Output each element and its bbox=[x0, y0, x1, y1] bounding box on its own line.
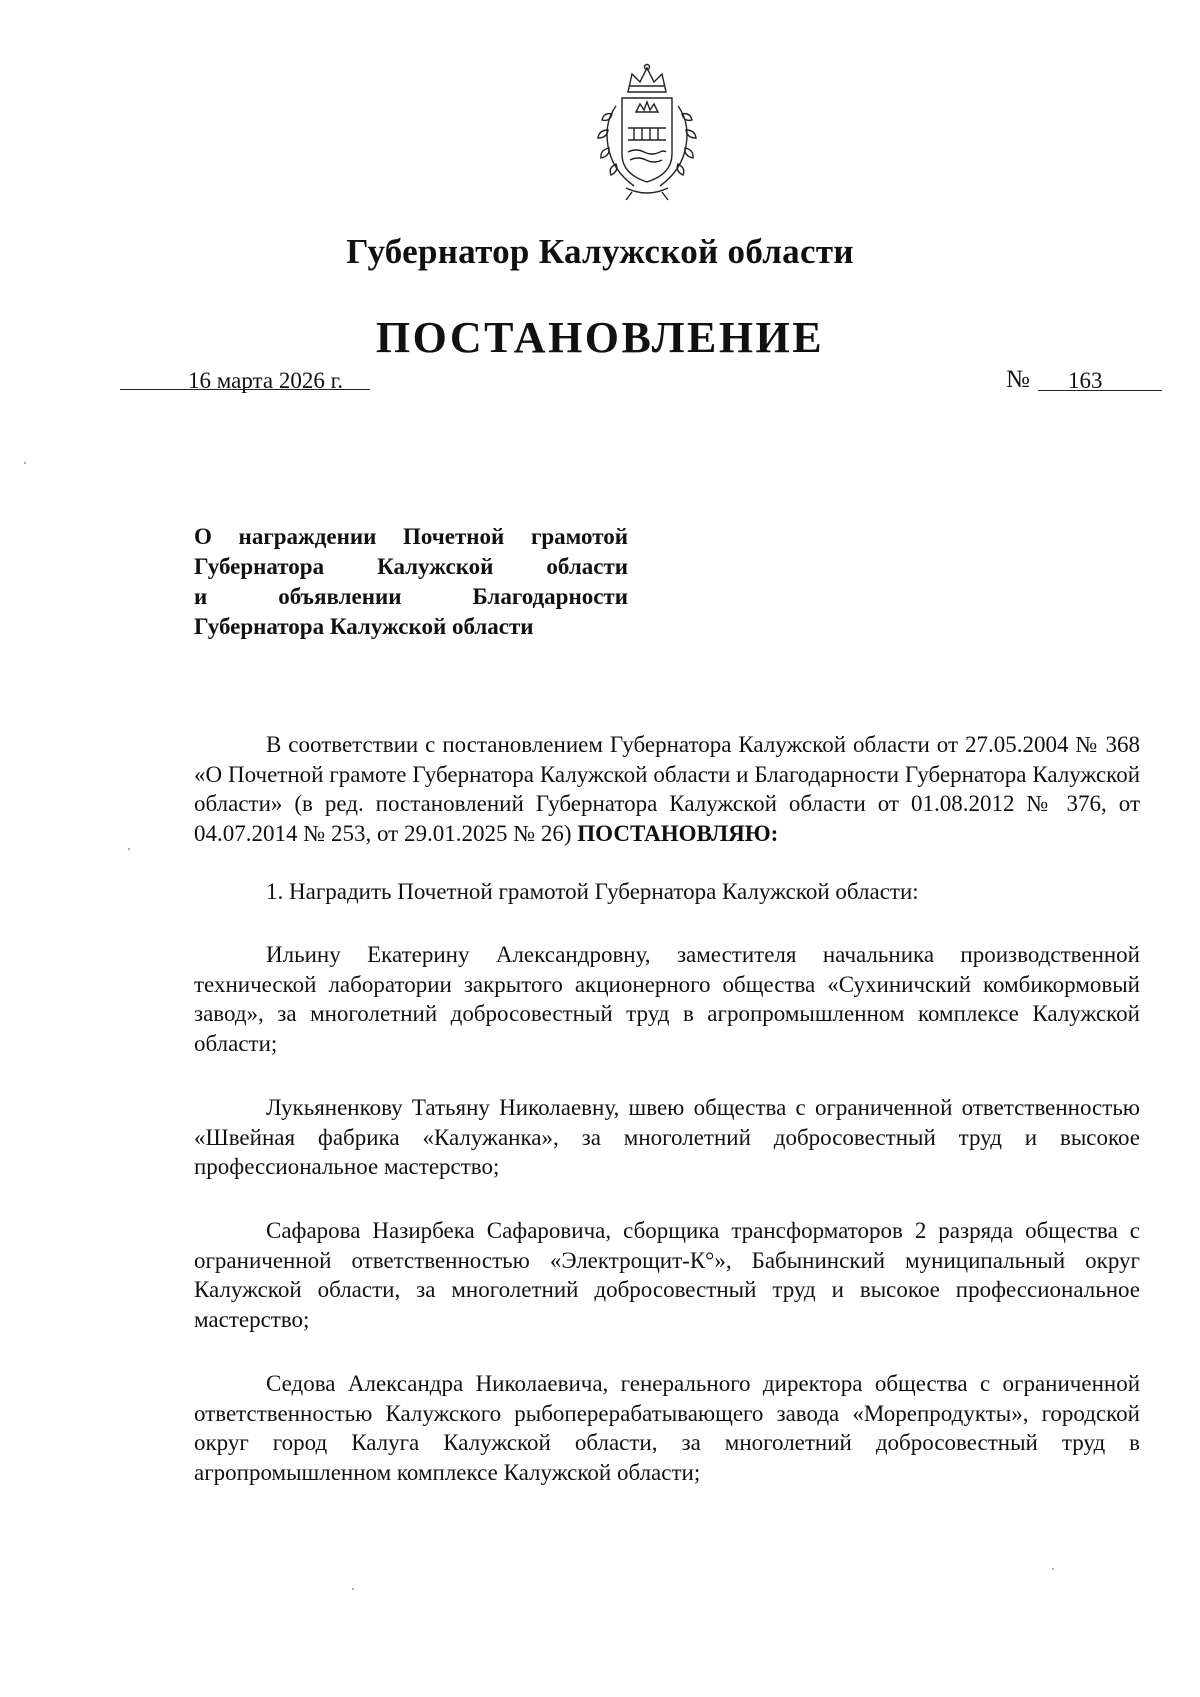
document-date: 16 марта 2026 г. bbox=[188, 368, 344, 393]
scan-speck bbox=[24, 462, 26, 464]
document-type: ПОСТАНОВЛЕНИЕ bbox=[375, 313, 825, 362]
document-subject bbox=[194, 522, 628, 642]
number-label: № bbox=[1006, 366, 1030, 393]
document-number: 163 bbox=[1068, 368, 1103, 393]
decree-word: ПОСТАНОВЛЯЮ: bbox=[577, 820, 779, 846]
awardee-paragraph: Седова Александра Николаевича, генерального директора общества с ограниченной ответственностью Калужского рыбоперерабатывающего завода «Морепродукты», городской округ город Калуга Калужской области, за многолетний добросовестный труд в агропромышленном комплексе Калужской области; bbox=[194, 1371, 1140, 1485]
subject-line: Губернатора Калужской области bbox=[194, 554, 628, 579]
preamble-text: В соответствии с постановлением Губернатора Калужской области от 27.05.2004 № 368 «О Почетной грамоте Губернатора Калужской области и Благодарности Губернатора Калужской области» (в ред. постановлений Губернатора Калужской области от 01.08.2012 № 376, от 04.07.2014 № 253, от 29.01.2025 № 26) bbox=[194, 732, 1140, 846]
awardee-paragraph: Сафарова Назирбека Сафаровича, сборщика трансформаторов 2 разряда общества с ограниченной ответственностью «Электрощит-К°», Бабынинский муниципальный округ Калужской области, за многолетний добросовестный труд и высокое профессиональное мастерство; bbox=[194, 1218, 1140, 1332]
subject-line: Губернатора Калужской области bbox=[194, 614, 534, 639]
scan-speck bbox=[1052, 1568, 1054, 1570]
awardee-paragraph: Лукьяненкову Татьяну Николаевну, швею общества с ограниченной ответственностью «Швейная фабрика «Калужанка», за многолетний добросовестный труд и высокое профессиональное мастерство; bbox=[194, 1095, 1140, 1179]
preamble-paragraph bbox=[194, 730, 1140, 848]
scan-speck bbox=[352, 1588, 354, 1590]
issuing-authority: Губернатор Калужской области bbox=[346, 232, 854, 271]
subject-line: О награждении Почетной грамотой bbox=[194, 524, 628, 549]
item-1-paragraph: 1. Наградить Почетной грамотой Губернатора Калужской области: bbox=[266, 879, 919, 904]
awardee-paragraph: Ильину Екатерину Александровну, заместителя начальника производственной технической лаборатории закрытого акционерного общества «Сухиничский комбикормовый завод», за многолетний добросовестный труд в агропромышленном комплексе Калужской области; bbox=[194, 942, 1140, 1056]
coat-of-arms-icon bbox=[586, 62, 708, 202]
subject-line: и объявлении Благодарности bbox=[194, 584, 628, 609]
scan-speck bbox=[128, 848, 130, 850]
